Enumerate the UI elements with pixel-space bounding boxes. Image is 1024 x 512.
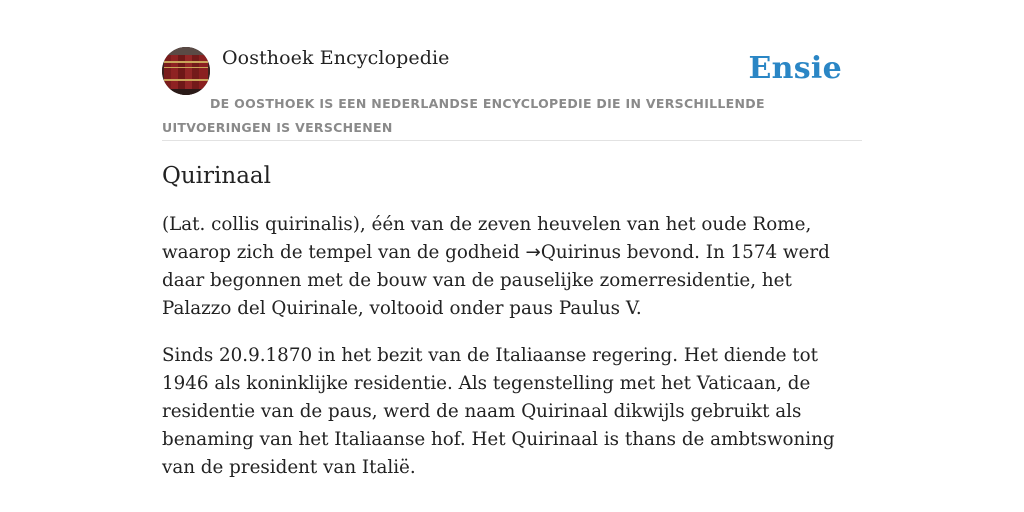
crossref-link-label: Quirinus	[540, 242, 621, 263]
article-paragraph-1	[162, 211, 862, 323]
crossref-link-quirinus[interactable]	[526, 242, 621, 263]
article-title: Quirinaal	[162, 163, 271, 189]
site-header	[162, 44, 862, 141]
brand-logo[interactable]: Ensie	[748, 51, 842, 86]
site-name[interactable]: Oosthoek Encyclopedie	[222, 47, 450, 69]
encyclopedia-books-icon[interactable]	[162, 47, 210, 95]
page-container	[162, 44, 862, 482]
crossref-arrow-icon: →	[525, 242, 541, 263]
paragraph-1-text-end: bevond. In 1574 werd daar begonnen met de bouw van de pauselijke zomerresidentie, het Palazzo del Quirinale, voltooid onder paus Paulus V.	[162, 242, 830, 319]
site-tagline: DE OOSTHOEK IS EEN NEDERLANDSE ENCYCLOPEDIE DIE IN VERSCHILLENDE UITVOERINGEN IS VERSCHENEN	[162, 96, 765, 135]
paragraph-1-text-start: (Lat. collis quirinalis), één van de zeven heuvelen van het oude Rome, waarop zich de tempel van de godheid	[162, 214, 812, 263]
article-paragraph-2: Sinds 20.9.1870 in het bezit van de Italiaanse regering. Het diende tot 1946 als koninklijke residentie. Als tegenstelling met het Vaticaan, de residentie van de paus, werd de naam Quirinaal dikwijls gebruikt als benaming van het Italiaanse hof. Het Quirinaal is thans de ambtswoning van de president van Italië.	[162, 345, 835, 478]
